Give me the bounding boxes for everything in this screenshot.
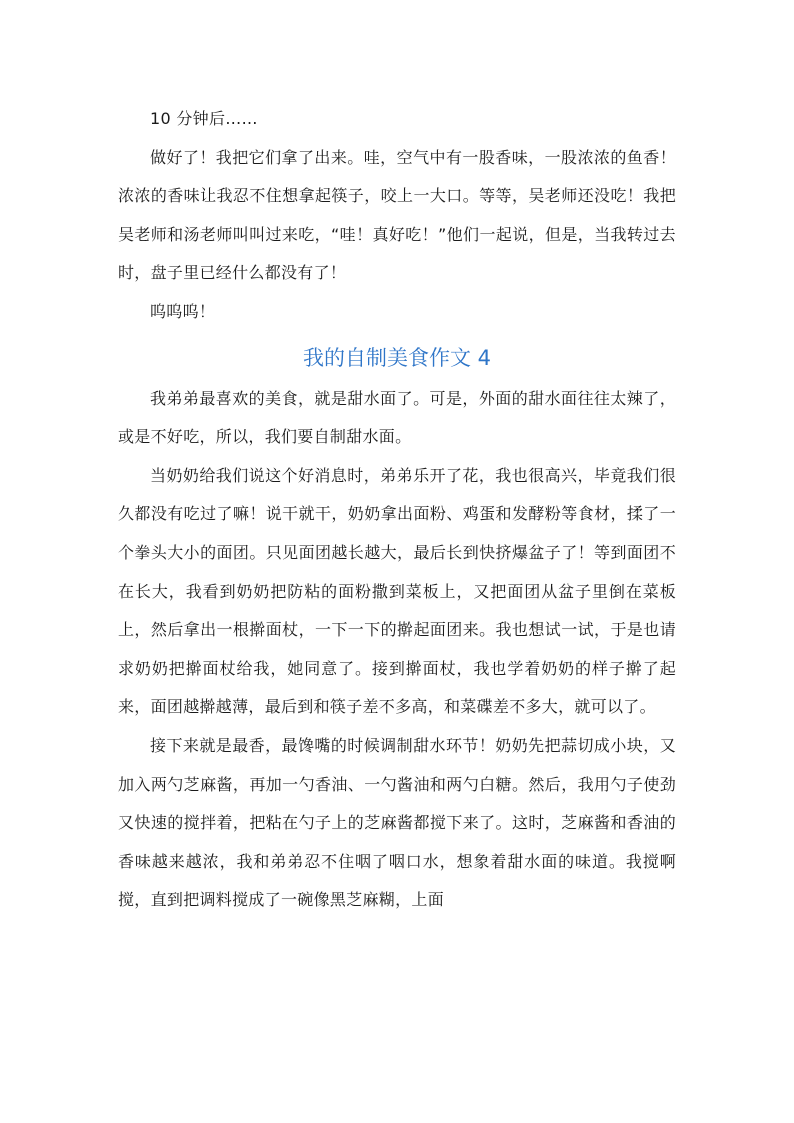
document-body — [118, 100, 676, 920]
paragraph-sauce: 接下来就是最香，最馋嘴的时候调制甜水环节！奶奶先把蒜切成小块，又加入两勺芝麻酱，再加一勺香油、一勺酱油和两勺白糖。然后，我用勺子使劲又快速的搅拌着，把粘在勺子上的芝麻酱都搅下来了。这时，芝麻酱和香油的香味越来越浓，我和弟弟忍不住咽了咽口水，想象着甜水面的味道。我搅啊搅，直到把调料搅成了一碗像黑芝麻糊，上面 — [118, 735, 676, 910]
paragraph-crying: 呜呜呜！ — [150, 301, 216, 321]
paragraph-intro: 我弟弟最喜欢的美食，就是甜水面了。可是，外面的甜水面往往太辣了，或是不好吃，所以，我们要自制甜水面。 — [118, 388, 676, 447]
paragraph-dough: 当奶奶给我们说这个好消息时，弟弟乐开了花，我也很高兴，毕竟我们很久都没有吃过了嘛！说干就干，奶奶拿出面粉、鸡蛋和发酵粉等食材，揉了一个拳头大小的面团。只见面团越长越大，最后长到快挤爆盆子了！等到面团不在长大，我看到奶奶把防粘的面粉撒到菜板上，又把面团从盆子里倒在菜板上，然后拿出一根擀面杖，一下一下的擀起面团来。我也想试一试，于是也请求奶奶把擀面杖给我，她同意了。接到擀面杖，我也学着奶奶的样子擀了起来，面团越擀越薄，最后到和筷子差不多高，和菜碟差不多大，就可以了。 — [118, 465, 676, 717]
paragraph-time-skip: 10 分钟后…… — [150, 109, 258, 128]
section-heading: 我的自制美食作文 4 — [302, 345, 492, 370]
paragraph-done: 做好了！我把它们拿了出来。哇，空气中有一股香味，一股浓浓的鱼香！浓浓的香味让我忍不住想拿起筷子，咬上一大口。等等，吴老师还没吃！我把吴老师和汤老师叫叫过来吃，“哇！真好吃！”他们一起说，但是，当我转过去时，盘子里已经什么都没有了！ — [118, 147, 676, 283]
